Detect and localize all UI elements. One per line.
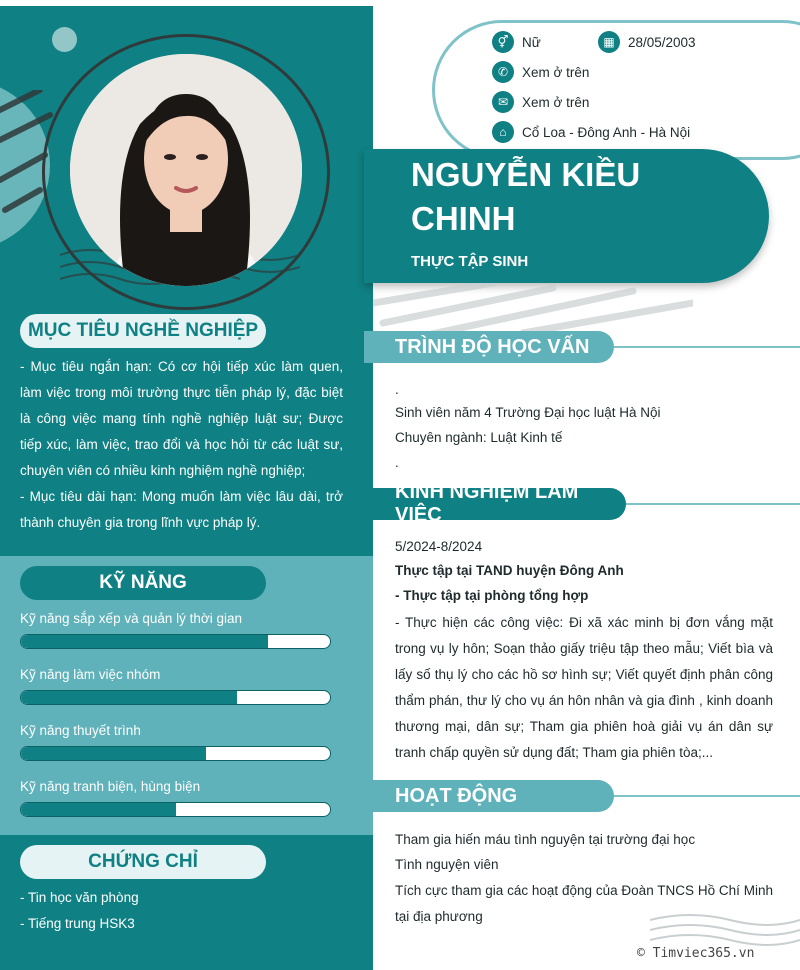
activity-item: Tích cực tham gia các hoạt động của Đoàn TNCS Hồ Chí Minh tại địa phương [395,883,773,924]
home-icon: ⌂ [492,121,514,143]
education-major: Chuyên ngành: Luật Kinh tế [395,430,563,445]
divider [614,795,800,797]
skill-fill [21,803,176,816]
activities-heading: HOẠT ĐỘNG [364,780,614,812]
skill-label: Kỹ năng sắp xếp và quản lý thời gian [20,611,242,626]
brush-wave-bottom [650,910,800,950]
top-strip [0,0,800,6]
left-column [0,0,373,970]
education-dot: . [395,455,399,470]
name-line1: NGUYỄN KIỀU [411,156,641,193]
skill-fill [21,691,237,704]
experience-period: 5/2024-8/2024 [395,539,483,554]
skill-bar [20,634,331,649]
phone-row [492,61,589,83]
address-row [492,121,690,143]
objective-heading: MỤC TIÊU NGHỀ NGHIỆP [20,314,266,348]
email-row [492,91,589,113]
name-banner [364,149,769,283]
skill-bar [20,746,331,761]
activity-item: Tình nguyện viên [395,857,499,872]
experience-description: - Thực hiện các công việc: Đi xã xác minh bị đơn vắng mặt trong vụ ly hôn; Soạn thảo giấy triệu tập theo mẫu; Viết bìa và lấy số thụ lý cho các hồ sơ hình sự; Viết quyết định phân công thẩm phán, thư lý cho vụ án hôn nhân và gia đình , kinh doanh thương mại, dân sự; Tham gia phiên hoà giải vụ án dân sự tranh chấp quyền sử dụng đất; Tham gia phiên tòa;... [395,615,773,760]
skill-bar [20,690,331,705]
birthdate-row [598,31,696,53]
certificate-item: - Tin học văn phòng [20,890,139,905]
experience-company: Thực tập tại TAND huyện Đông Anh [395,563,624,578]
skill-fill [21,747,206,760]
skill-label: Kỹ năng làm việc nhóm [20,667,161,682]
decorative-dot [52,27,77,52]
full-name [411,153,640,241]
birthdate-value: 28/05/2003 [628,34,696,50]
phone-value: Xem ở trên [522,64,590,80]
activity-item: Tham gia hiến máu tình nguyện tại trường đại học [395,832,696,847]
skill-bar [20,802,331,817]
experience-position: - Thực tập tại phòng tổng hợp [395,588,589,603]
phone-icon: ✆ [492,61,514,83]
divider [614,346,800,348]
email-value: Xem ở trên [522,94,590,110]
gender-icon: ⚥ [492,31,514,53]
skill-label: Kỹ năng tranh biện, hùng biện [20,779,201,794]
skills-heading: KỸ NĂNG [20,566,266,600]
gender-row [492,31,541,53]
education-heading: TRÌNH ĐỘ HỌC VẤN [364,331,614,363]
skill-fill [21,635,268,648]
experience-heading: KINH NGHIỆM LÀM VIỆC [364,488,626,520]
objective-long-term: - Mục tiêu dài hạn: Mong muốn làm việc lâu dài, trở thành chuyên gia trong lĩnh vực pháp lý. [20,489,343,530]
email-icon: ✉ [492,91,514,113]
address-value: Cổ Loa - Đông Anh - Hà Nội [522,124,691,140]
skill-label: Kỹ năng thuyết trình [20,723,141,738]
gender-value: Nữ [522,34,541,50]
certificates-heading: CHỨNG CHỈ [20,845,266,879]
avatar [70,54,302,286]
name-line2: CHINH [411,200,516,237]
calendar-icon: ▦ [598,31,620,53]
watermark: © Timviec365.vn [637,946,755,961]
education-school: Sinh viên năm 4 Trường Đại học luật Hà Nội [395,405,661,420]
divider [626,503,800,505]
certificate-item: - Tiếng trung HSK3 [20,916,135,931]
job-role: THỰC TẬP SINH [411,253,529,270]
objective-short-term: - Mục tiêu ngắn hạn: Có cơ hội tiếp xúc làm quen, làm việc trong môi trường thực tiễn pháp lý, đặc biệt là công việc mang tính nghề nghiệp luật sư; Được tiếp xúc, làm việc, trao đổi và học hỏi từ các luật sư, chuyên viên có nhiều kinh nghiệm nghề nghiệp; [20,359,343,478]
education-dot: . [395,382,399,397]
